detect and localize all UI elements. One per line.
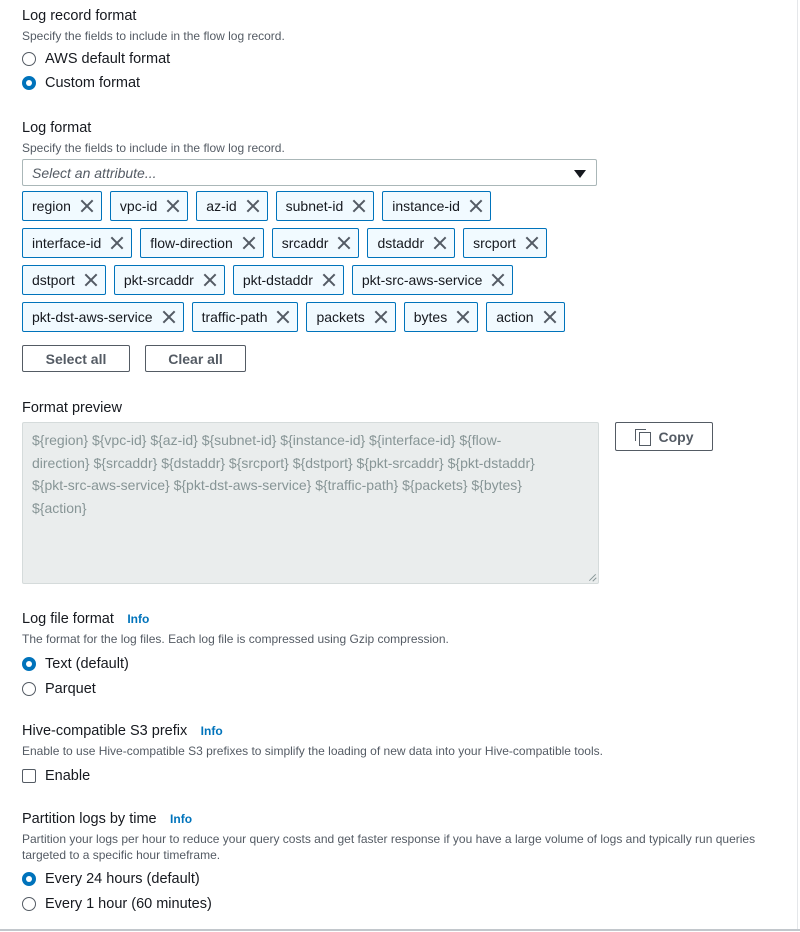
radio-button-selected[interactable] <box>22 872 36 886</box>
log-record-format-label: Log record format <box>22 8 137 24</box>
remove-token-icon[interactable] <box>80 199 94 213</box>
attribute-token-traffic-path <box>192 302 299 332</box>
attribute-token-interface-id <box>22 228 132 258</box>
radio-label: Every 1 hour (60 minutes) <box>45 896 212 912</box>
log-format-section <box>22 119 800 156</box>
token-label: pkt-srcaddr <box>123 272 194 288</box>
remove-token-icon[interactable] <box>84 273 98 287</box>
token-label: traffic-path <box>201 309 268 325</box>
attribute-token-group <box>22 191 612 339</box>
token-label: srcaddr <box>281 235 329 251</box>
token-label: subnet-id <box>285 198 344 214</box>
token-label: dstaddr <box>377 235 425 251</box>
token-label: region <box>32 198 71 214</box>
info-link[interactable]: Info <box>170 812 193 826</box>
remove-token-icon[interactable] <box>246 199 260 213</box>
attribute-select-placeholder: Select an attribute... <box>32 165 157 181</box>
radio-custom-format[interactable] <box>22 71 800 95</box>
remove-token-icon[interactable] <box>337 236 351 250</box>
attribute-token-pkt-dstaddr <box>233 265 344 295</box>
radio-button-selected[interactable] <box>22 76 36 90</box>
format-preview-label: Format preview <box>22 400 122 416</box>
radio-button[interactable] <box>22 682 36 696</box>
preview-line: ${action} <box>32 499 87 516</box>
remove-token-icon[interactable] <box>110 236 124 250</box>
token-label: bytes <box>413 309 448 325</box>
attribute-token-pkt-src-aws-service <box>352 265 514 295</box>
partition-logs-section <box>22 810 800 916</box>
enable-checkbox[interactable] <box>22 769 36 783</box>
hive-prefix-description: Enable to use Hive-compatible S3 prefixes to simplify the loading of new data into your Hive-compatible tools. <box>22 744 603 758</box>
panel-border <box>797 0 798 930</box>
attribute-token-az-id <box>196 191 267 221</box>
copy-button-label: Copy <box>658 428 694 445</box>
attribute-token-srcport <box>463 228 547 258</box>
preview-line: ${region} ${vpc-id} ${az-id} ${subnet-id} ${instance-id} ${interface-id} ${flow- <box>32 432 502 448</box>
token-label: instance-id <box>392 198 460 214</box>
remove-token-icon[interactable] <box>352 199 366 213</box>
radio-button[interactable] <box>22 897 36 911</box>
log-file-format-label: Log file format <box>22 611 114 627</box>
radio-label: Custom format <box>45 75 141 91</box>
token-row <box>22 191 612 221</box>
token-label: action <box>496 309 534 325</box>
token-label: interface-id <box>32 235 102 251</box>
token-label: pkt-src-aws-service <box>361 272 483 288</box>
token-row <box>22 265 612 295</box>
copy-button[interactable] <box>615 422 713 451</box>
token-label: vpc-id <box>119 198 158 214</box>
attribute-token-action <box>486 302 564 332</box>
remove-token-icon[interactable] <box>203 273 217 287</box>
checkbox-label: Enable <box>45 768 91 784</box>
format-preview-textarea[interactable] <box>22 422 599 584</box>
remove-token-icon[interactable] <box>276 310 290 324</box>
resize-handle-icon[interactable] <box>588 573 596 581</box>
log-file-format-description: The format for the log files. Each log file is compressed using Gzip compression. <box>22 632 449 646</box>
radio-every-24-hours[interactable] <box>22 867 800 891</box>
token-row <box>22 302 612 332</box>
attribute-token-packets <box>306 302 395 332</box>
caret-down-icon <box>574 170 586 178</box>
partition-logs-description <box>22 831 800 863</box>
radio-button[interactable] <box>22 52 36 66</box>
log-record-format-section <box>22 7 800 95</box>
remove-token-icon[interactable] <box>469 199 483 213</box>
log-file-format-section <box>22 610 800 701</box>
attribute-token-region <box>22 191 102 221</box>
radio-every-1-hour[interactable] <box>22 892 800 916</box>
token-label: pkt-dstaddr <box>242 272 313 288</box>
clear-all-button[interactable]: Clear all <box>145 345 246 372</box>
radio-label: Parquet <box>45 681 96 697</box>
radio-parquet[interactable] <box>22 677 800 701</box>
remove-token-icon[interactable] <box>322 273 336 287</box>
preview-line: ${pkt-src-aws-service} ${pkt-dst-aws-service} ${traffic-path} ${packets} ${bytes} <box>32 477 522 493</box>
panel-bottom-border <box>0 929 800 931</box>
preview-line: direction} ${srcaddr} ${dstaddr} ${srcport} ${dstport} ${pkt-srcaddr} ${pkt-dstaddr} <box>32 454 535 471</box>
attribute-token-instance-id <box>382 191 491 221</box>
attribute-token-flow-direction <box>140 228 263 258</box>
attribute-token-dstaddr <box>367 228 455 258</box>
token-label: az-id <box>206 198 237 214</box>
partition-logs-label: Partition logs by time <box>22 811 157 827</box>
info-link[interactable]: Info <box>127 612 150 626</box>
token-label: packets <box>316 309 365 325</box>
copy-icon <box>635 429 651 445</box>
format-preview-section <box>22 399 800 417</box>
description-line: Partition your logs per hour to reduce your query costs and get faster response if you have a large volume of logs and typically run queries <box>22 832 756 846</box>
enable-checkbox-row[interactable] <box>22 764 800 788</box>
remove-token-icon[interactable] <box>543 310 557 324</box>
attribute-token-pkt-srcaddr <box>114 265 225 295</box>
attribute-select[interactable] <box>22 159 597 186</box>
radio-label: Text (default) <box>45 656 129 672</box>
select-all-button[interactable]: Select all <box>22 345 130 372</box>
radio-text-default[interactable] <box>22 652 800 676</box>
attribute-token-vpc-id <box>110 191 188 221</box>
token-label: dstport <box>32 272 75 288</box>
radio-button-selected[interactable] <box>22 657 36 671</box>
token-label: flow-direction <box>150 235 233 251</box>
hive-prefix-section <box>22 722 800 788</box>
log-record-format-description: Specify the fields to include in the flow log record. <box>22 29 285 43</box>
log-format-label: Log format <box>22 120 92 136</box>
token-label: pkt-dst-aws-service <box>32 309 153 325</box>
remove-token-icon[interactable] <box>374 310 388 324</box>
description-line: targeted to a specific hour timeframe. <box>22 848 221 862</box>
info-link[interactable]: Info <box>200 724 223 738</box>
remove-token-icon[interactable] <box>525 236 539 250</box>
radio-label: AWS default format <box>45 51 171 67</box>
radio-aws-default-format[interactable] <box>22 47 800 71</box>
attribute-token-subnet-id <box>276 191 375 221</box>
attribute-token-bytes <box>404 302 478 332</box>
radio-label: Every 24 hours (default) <box>45 871 200 887</box>
attribute-token-srcaddr <box>272 228 360 258</box>
remove-token-icon[interactable] <box>162 310 176 324</box>
remove-token-icon[interactable] <box>166 199 180 213</box>
token-row <box>22 228 612 258</box>
token-label: srcport <box>473 235 516 251</box>
remove-token-icon[interactable] <box>491 273 505 287</box>
attribute-token-pkt-dst-aws-service <box>22 302 184 332</box>
remove-token-icon[interactable] <box>433 236 447 250</box>
log-format-description: Specify the fields to include in the flow log record. <box>22 141 285 155</box>
remove-token-icon[interactable] <box>242 236 256 250</box>
remove-token-icon[interactable] <box>456 310 470 324</box>
hive-prefix-label: Hive-compatible S3 prefix <box>22 723 188 739</box>
attribute-token-dstport <box>22 265 106 295</box>
